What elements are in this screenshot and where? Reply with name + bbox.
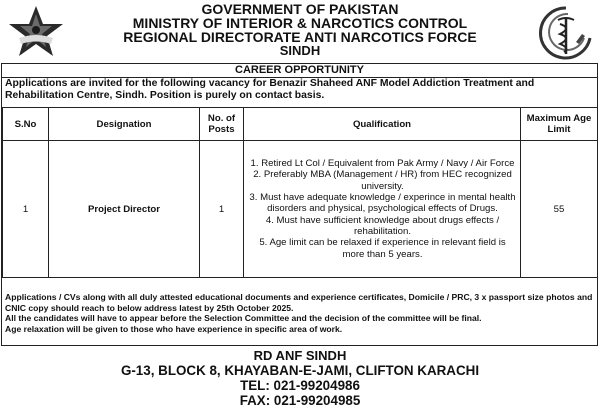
cell-qualification xyxy=(244,141,521,278)
note-item: Age relaxation will be given to those who have experience in specific area of work. xyxy=(5,323,343,334)
contact-address xyxy=(0,348,600,408)
header-designation: Designation xyxy=(49,108,200,141)
address-street: G-13, BLOCK 8, KHAYABAN-E-JAMI, CLIFTON KARACHI xyxy=(120,363,480,378)
qualification-item: 2. Preferably MBA (Management / HR) from HEC recognized university. xyxy=(253,169,512,192)
anf-star-emblem-icon xyxy=(5,4,67,62)
header-sno: S.No xyxy=(3,108,49,141)
header-posts: No. of Posts xyxy=(200,108,244,141)
header-directorate: REGIONAL DIRECTORATE ANTI NARCOTICS FORCE xyxy=(123,29,477,45)
cell-sno: 1 xyxy=(3,141,49,278)
qualification-item: 4. Must have sufficient knowledge about drugs effects / rehabilitation. xyxy=(265,214,500,237)
header-age-limit: Maximum Age Limit xyxy=(521,108,598,141)
cell-designation: Project Director xyxy=(49,141,200,278)
table-row xyxy=(3,141,598,278)
address-telephone: TEL: 021-99204986 xyxy=(240,378,360,393)
qualification-item: 3. Must have adequate knowledge / experince in mental health disorders and physical, psychological effects of Drugs. xyxy=(249,192,516,215)
vacancy-table xyxy=(2,107,598,278)
letterhead xyxy=(70,2,530,58)
qualification-item: 5. Age limit can be relaxed if experience in relevant field is more than 5 years. xyxy=(259,237,506,260)
address-fax: FAX: 021-99204985 xyxy=(239,393,361,408)
application-notes xyxy=(5,292,594,334)
career-title: CAREER OPPORTUNITY xyxy=(2,64,597,78)
header-ministry: MINISTRY OF INTERIOR & NARCOTICS CONTROL xyxy=(132,15,468,31)
vacancy-frame xyxy=(1,63,598,346)
header-qualification: Qualification xyxy=(244,108,521,141)
header-government: GOVERNMENT OF PAKISTAN xyxy=(201,1,399,17)
intro-text: Applications are invited for the following vacancy for Benazir Shaheed ANF Model Addiction Treatment and Rehabilitation Centre, Sindh. Position is purely on contact basis. xyxy=(5,78,535,101)
address-title: RD ANF SINDH xyxy=(253,348,347,363)
cell-age-limit: 55 xyxy=(521,141,598,278)
qualification-item: 1. Retired Lt Col / Equivalent from Pak Army / Navy / Air Force xyxy=(250,158,515,170)
note-item: Applications / CVs along with all duly attested educational documents and experience certificates, Domicile / PRC, 3 x passport size photos and CNIC copy should reach to below address latest by 25th October 2025. xyxy=(5,292,593,313)
header-region: SINDH xyxy=(279,43,321,58)
table-header-row xyxy=(3,108,598,141)
cell-posts: 1 xyxy=(200,141,244,278)
medical-caduceus-logo-icon xyxy=(536,4,594,62)
note-item: All the candidates will have to appear before the Selection Committee and the decision of the committee will be final. xyxy=(5,313,482,324)
